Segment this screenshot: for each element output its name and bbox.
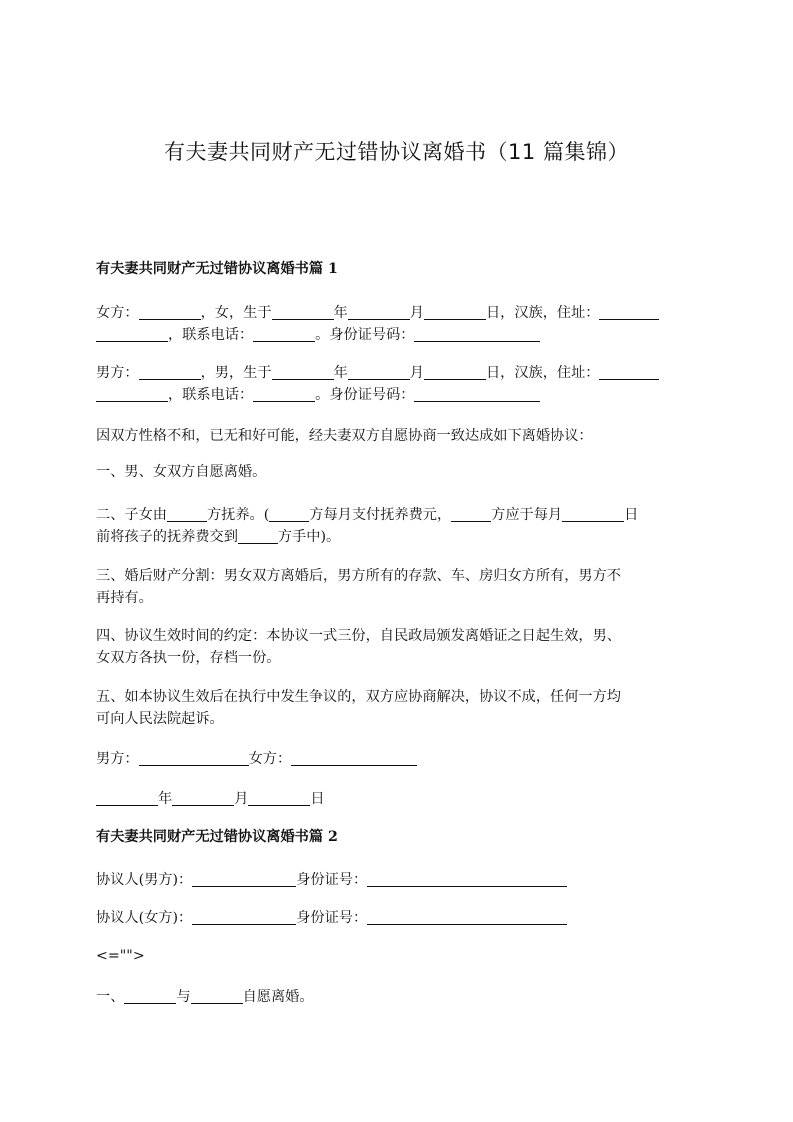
- payer-blank: [269, 506, 309, 522]
- text-span: 再持有。: [96, 590, 153, 606]
- birth-day-blank: [424, 304, 486, 320]
- text-span: 。身份证号码：: [315, 387, 415, 403]
- clause-4: [96, 625, 700, 669]
- text-span: 方抚养。(: [206, 507, 270, 523]
- text-span: 与: [176, 989, 191, 1005]
- text-span: 一、: [96, 989, 125, 1005]
- recipient-blank: [238, 528, 278, 544]
- text-span: 年: [333, 305, 348, 321]
- female-signature-blank: [291, 750, 417, 766]
- section-heading-1: 有夫妻共同财产无过错协议离婚书篇 1: [96, 261, 338, 277]
- text-span: 三、婚后财产分割：男女双方离婚后，男方所有的存款、车、房归女方所有，男方不: [96, 568, 621, 584]
- text-span: 月: [409, 365, 424, 381]
- party-female-line: [96, 907, 700, 929]
- day-blank: [248, 790, 310, 806]
- text-span: 年: [333, 365, 348, 381]
- clause-3: [96, 565, 700, 609]
- text-span: 日，汉族，住址：: [485, 365, 600, 381]
- name-blank: [139, 304, 201, 320]
- clause-5: [96, 686, 700, 730]
- female-name-blank: [192, 909, 296, 925]
- clause-1: 一、男、女双方自愿离婚。: [96, 464, 267, 480]
- text-span: 五、如本协议生效后在执行中发生争议的，双方应协商解决，协议不成，任何一方均: [96, 689, 621, 705]
- id-number-blank: [414, 386, 540, 402]
- text-span: 女双方各执一份，存档一份。: [96, 650, 281, 666]
- female-info-paragraph: [96, 302, 700, 346]
- male-info-paragraph: [96, 362, 700, 406]
- birth-month-blank: [348, 364, 410, 380]
- date-line: [96, 788, 700, 810]
- text-span: ，联系电话：: [168, 327, 254, 343]
- text-span: 自愿离婚。: [242, 989, 314, 1005]
- male-id-blank: [367, 871, 567, 887]
- text-span: 前将孩子的抚养费交到: [96, 529, 238, 545]
- birth-day-blank: [424, 364, 486, 380]
- text-span: ，女，生于: [200, 305, 272, 321]
- text-span: 方手中)。: [277, 529, 341, 545]
- year-blank: [96, 790, 158, 806]
- phone-blank: [253, 386, 315, 402]
- signature-line: [96, 748, 700, 770]
- party-male-line: [96, 869, 700, 891]
- phone-blank: [253, 326, 315, 342]
- birth-year-blank: [272, 364, 334, 380]
- day-blank: [562, 506, 624, 522]
- party-b-blank: [191, 988, 243, 1004]
- male-name-blank: [192, 871, 296, 887]
- text-span: 月: [234, 791, 249, 807]
- address-blank-cont: [96, 326, 168, 342]
- address-blank-cont: [96, 386, 168, 402]
- text-span: 日: [310, 791, 325, 807]
- custody-blank: [167, 506, 207, 522]
- text-span: 年: [158, 791, 173, 807]
- male-signature-blank: [139, 750, 249, 766]
- intro-paragraph: 因双方性格不和，已无和好可能，经夫妻双方自愿协商一致达成如下离婚协议：: [96, 428, 593, 444]
- text-span: 协议人(女方)：: [96, 910, 193, 926]
- male-label: 男方：: [96, 365, 139, 381]
- payer-blank-2: [451, 506, 491, 522]
- female-label: 女方：: [96, 305, 139, 321]
- name-blank: [139, 364, 201, 380]
- text-span: 协议人(男方)：: [96, 872, 193, 888]
- text-span: 可向人民法院起诉。: [96, 711, 224, 727]
- text-span: 日，汉族，住址：: [485, 305, 600, 321]
- id-number-blank: [414, 326, 540, 342]
- text-span: 日: [624, 507, 639, 523]
- text-span: 方应于每月: [491, 507, 563, 523]
- female-id-blank: [367, 909, 567, 925]
- text-span: 月: [409, 305, 424, 321]
- text-span: 身份证号：: [296, 910, 368, 926]
- text-span: 四、协议生效时间的约定：本协议一式三份，自民政局颁发离婚证之日起生效，男、: [96, 628, 621, 644]
- text-span: 身份证号：: [296, 872, 368, 888]
- text-span: ，男，生于: [200, 365, 272, 381]
- address-blank: [599, 304, 659, 320]
- stray-markup-text: <="">: [96, 948, 145, 964]
- birth-month-blank: [348, 304, 410, 320]
- text-span: 男方：: [96, 751, 139, 767]
- text-span: 方每月支付抚养费元，: [309, 507, 452, 523]
- birth-year-blank: [272, 304, 334, 320]
- text-span: 。身份证号码：: [315, 327, 415, 343]
- address-blank: [599, 364, 659, 380]
- text-span: ，联系电话：: [168, 387, 254, 403]
- party-a-blank: [124, 988, 176, 1004]
- text-span: 二、子女由: [96, 507, 167, 523]
- document-title: 有夫妻共同财产无过错协议离婚书（11 篇集锦）: [164, 140, 629, 164]
- part2-clause-1: [96, 986, 700, 1008]
- month-blank: [172, 790, 234, 806]
- section-heading-2: 有夫妻共同财产无过错协议离婚书篇 2: [96, 829, 338, 845]
- text-span: 女方：: [248, 751, 292, 767]
- clause-2: [96, 504, 700, 548]
